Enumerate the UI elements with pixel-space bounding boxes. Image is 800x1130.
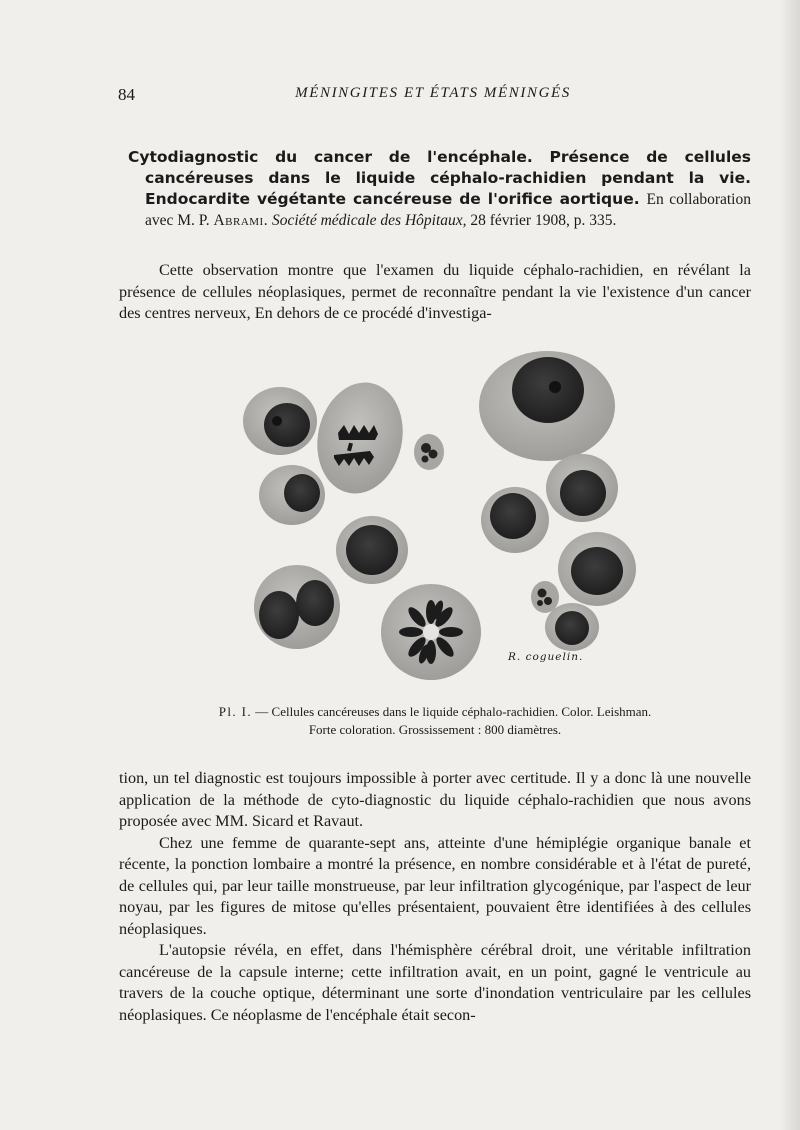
paragraph-autopsy [119, 940, 751, 1026]
cell-small-bottom [531, 581, 559, 613]
entry-title-line2: liquide céphalo-rachidien pendant la vie. Endocardite végétante cancéreuse de [145, 169, 751, 208]
paragraph-case-text: Chez une femme de quarante-sept ans, atteinte d'une hémiplégie organique banale et récente, la ponction lombaire a montré la présence, en nombre considérable et à l'état de pureté, de cellules qui, par leur taille monstrueuse, par leur infiltration glycogénique, par l'aspect de leur noyau, par les figures de mitose qu'elles présentaient, pouvaient être identifiées à des cellules néoplasiques. [119, 833, 751, 938]
cell-large-top-right [479, 351, 615, 461]
figure-caption [119, 703, 751, 739]
cell-binucleate [254, 565, 340, 649]
plate-illustration [230, 345, 650, 680]
cell-center [336, 516, 408, 584]
entry-ref-journal: Société médicale des Hôpitaux, [271, 212, 467, 229]
bibliography-entry [128, 147, 751, 231]
cell-mitotic-oval [307, 374, 412, 501]
paragraph-continuation: tion, un tel diagnostic est toujours impossible à porter avec certitude. Il y a donc là une nouvelle application de la méthode de cyto-diagnostic du liquide céphalo-rachidien que nous avons proposée avec MM. Sicard et Ravaut. [119, 769, 751, 830]
cell-right-center [481, 487, 549, 553]
cell-mitotic-rosette [381, 584, 481, 680]
paragraph-autopsy-text: L'autopsie révéla, en effet, dans l'hémisphère cérébral droit, une véritable infiltration cancéreuse de la capsule interne; cette infiltration avait, en un point, gagné le ventricule au travers de la couche optique, déterminant une sorte d'inondation ventriculaire par les cellules néoplasiques. Ce néoplasme de l'encéphale était secon- [119, 941, 751, 1024]
page-number: 84 [118, 85, 135, 104]
entry-title-block [128, 147, 751, 231]
cell-bottom-right-small [545, 603, 599, 651]
page-edge-shadow [780, 0, 800, 1130]
caption-line1: — Cellules cancéreuses dans le liquide céphalo-rachidien. Color. Leishman. [255, 704, 652, 719]
caption-plate-label: Pl. I. [218, 704, 253, 719]
caption-line2: Forte coloration. Grossissement : 800 diamètres. [308, 722, 562, 737]
running-title: MÉNINGITES ET ÉTATS MÉNINGÉS [295, 85, 571, 101]
entry-ref-author: Abrami. [213, 212, 269, 229]
cell-right-lower [558, 532, 636, 606]
page-header [118, 85, 748, 109]
illustrator-signature: R. coguelin. [508, 651, 584, 663]
entry-title-line3: l'orifice aortique. [487, 190, 640, 208]
cell-small-top [414, 434, 444, 470]
body-text [119, 768, 751, 1026]
cell-left-middle [259, 465, 325, 525]
cell-top-left [243, 387, 317, 455]
paragraph-intro [119, 260, 751, 325]
cell-right-upper [546, 454, 618, 522]
paragraph-intro-text: Cette observation montre que l'examen du liquide céphalo-rachidien, en révélant la présence de cellules néoplasiques, permet de reconnaître pendant la vie l'existence d'un cancer des centres nerveux, En dehors de ce procédé d'investiga- [119, 261, 751, 322]
entry-ref-prefix: En collaboration avec M. P. [145, 191, 751, 229]
entry-ref-date: 28 février 1908, p. 335. [470, 212, 617, 229]
entry-title-line1: Cytodiagnostic du cancer de l'encéphale. Présence de cellules cancéreuses dans le [128, 148, 751, 187]
paragraph-case [119, 833, 751, 941]
